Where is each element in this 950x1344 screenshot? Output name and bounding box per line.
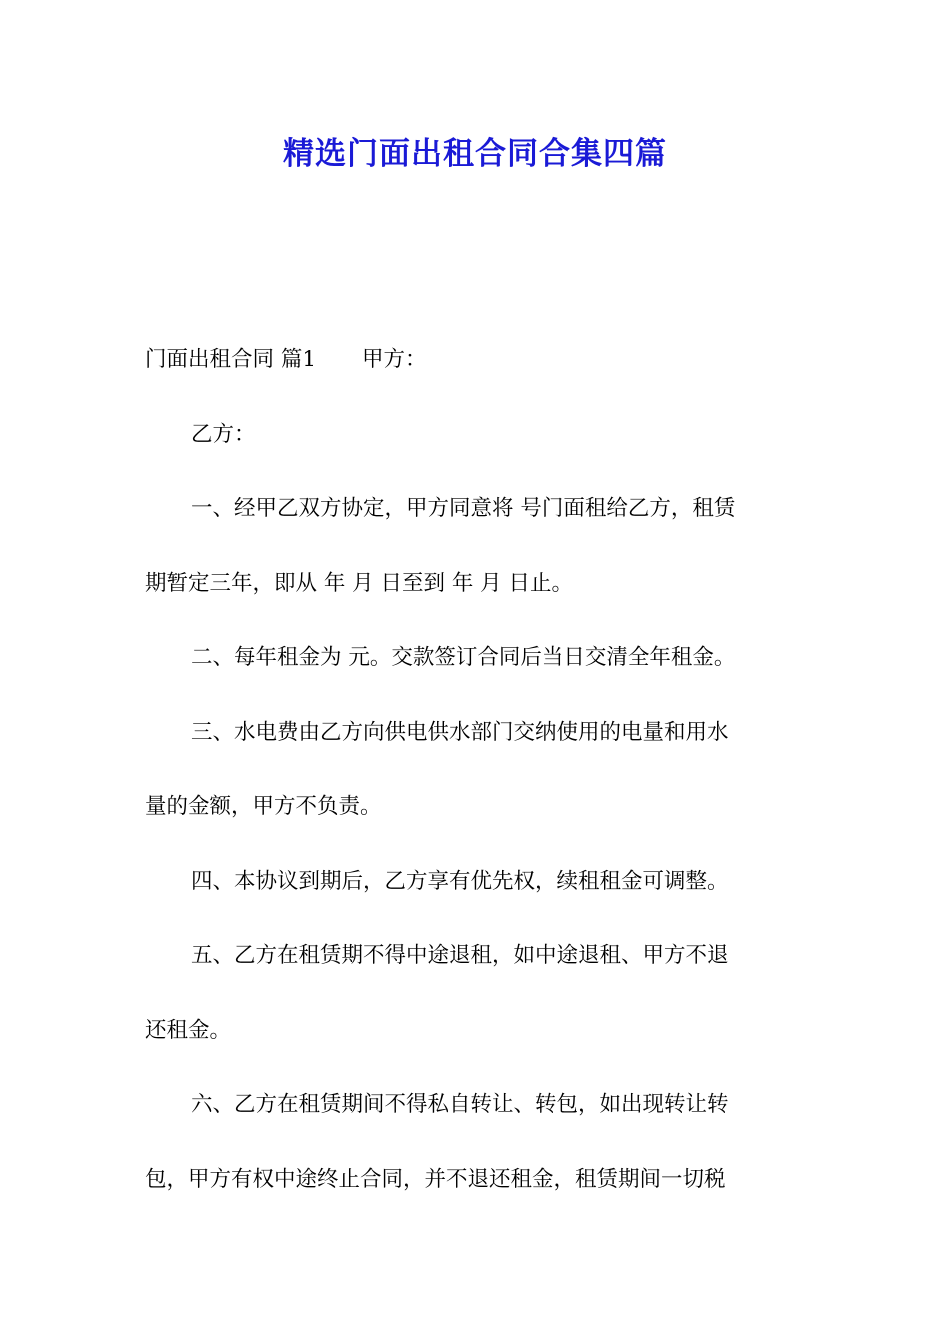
- paragraph-line: 四、本协议到期后，乙方享有优先权，续租租金可调整。: [191, 868, 729, 894]
- paragraph-line: 五、乙方在租赁期不得中途退租，如中途退租、甲方不退: [191, 943, 729, 968]
- paragraph-line: 包，甲方有权中途终止合同，并不退还租金，租赁期间一切税: [145, 1166, 726, 1192]
- paragraph-line: 还租金。: [145, 1017, 232, 1043]
- paragraph-line: 量的金额，甲方不负责。: [145, 794, 382, 819]
- contract-part-number: 篇1: [280, 347, 317, 372]
- contract-heading-line: [145, 336, 810, 411]
- paragraph-line: 乙方：: [191, 421, 256, 447]
- document-title: 精选门面出租合同合集四篇: [283, 136, 667, 172]
- party-a-label: 甲方：: [362, 347, 427, 372]
- paragraph-line: 二、每年租金为 元。交款签订合同后当日交清全年租金。: [191, 645, 736, 670]
- paragraph-line: 一、经甲乙双方协定，甲方同意将 号门面租给乙方，租赁: [191, 496, 736, 521]
- paragraph-line: 六、乙方在租赁期间不得私自转让、转包，如出现转让转: [191, 1092, 729, 1117]
- paragraph-line: 期暂定三年，即从 年 月 日至到 年 月 日止。: [145, 570, 574, 596]
- contract-body: [145, 336, 810, 1230]
- paragraph-line: 三、水电费由乙方向供电供水部门交纳使用的电量和用水: [191, 719, 729, 745]
- contract-heading-label: 门面出租合同: [145, 347, 275, 372]
